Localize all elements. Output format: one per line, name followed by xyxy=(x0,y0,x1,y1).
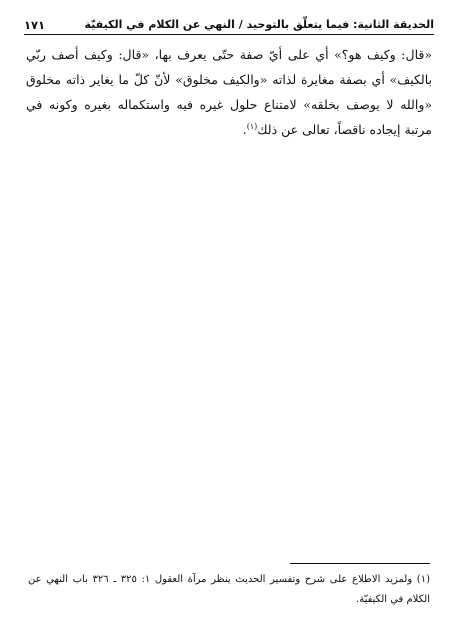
paragraph-ending: . xyxy=(242,122,247,137)
footnote-text: (١) ولمزيد الاطلاع على شرح وتفسير الحديث ينظر مرآة العقول ١: ٣٢٥ ـ ٣٢٦ باب النهي عن الكلام في الكيفيّة. xyxy=(28,574,430,605)
footnote-reference: (١) xyxy=(246,121,258,131)
footnote-rule xyxy=(290,563,430,564)
paragraph-text: «قال: وكيف هو؟» أي على أيّ صفة حتّى يعرف بها، «قال: وكيف أصف ربّي بالكيف» أي بصفة مغايرة لذاته «والكيف مخلوق» لأنّ كلّ ما يغاير ذاته مخلوق «والله لا يوصف بخلقه» لامتناع حلول غيره فيه واستكماله بغيره وكونه في مرتبة إيجاده ناقصاً، تعالى عن ذلك xyxy=(26,47,432,137)
header-rule xyxy=(24,34,434,35)
footnote xyxy=(28,570,430,610)
body-paragraph xyxy=(26,42,432,142)
running-header xyxy=(24,10,434,32)
running-title: الحديقة الثانية: فيما يتعلّق بالتوحيد / النهي عن الكلام في الكيفيّة xyxy=(84,18,434,31)
body-text xyxy=(26,42,432,142)
page-number: ١٧١ xyxy=(24,18,46,32)
